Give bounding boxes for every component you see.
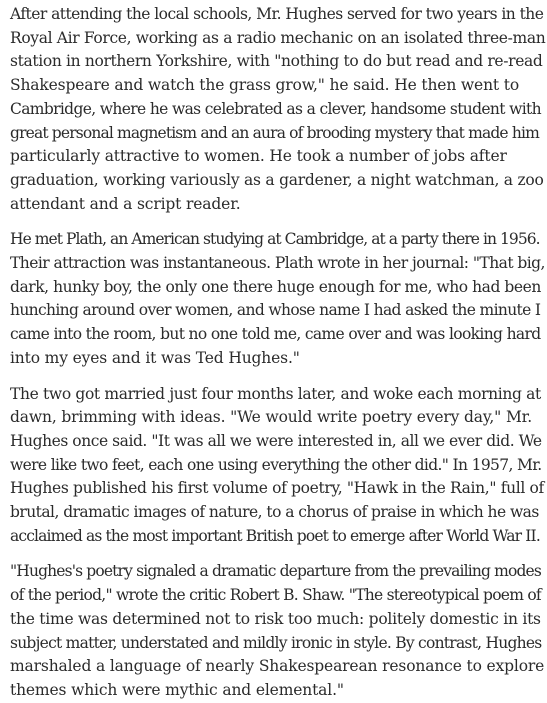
paragraph-marriage xyxy=(10,383,545,549)
text-line: came into the room, but no one told me, came over and was looking hard xyxy=(10,325,541,344)
text-line: hunching around over women, and whose name I had asked the minute I xyxy=(10,301,541,320)
text-line: marshaled a language of nearly Shakespearean resonance to explore xyxy=(10,657,545,676)
text-line: graduation, working variously as a gardener, a night watchman, a zoo xyxy=(10,170,544,189)
text-line: acclaimed as the most important British poet to emerge after World War II. xyxy=(10,526,540,545)
text-line: Cambridge, where he was celebrated as a clever, handsome student with xyxy=(10,99,541,118)
text-line: great personal magnetism and an aura of brooding mystery that made him xyxy=(10,123,539,142)
text-line: The two got married just four months later, and woke each morning at xyxy=(10,384,541,403)
text-line: He met Plath, an American studying at Cambridge, at a party there in 1956. xyxy=(10,230,540,249)
text-line: dawn, brimming with ideas. "We would write poetry every day," Mr. xyxy=(10,408,532,427)
text-line: dark, hunky boy, the only one there huge enough for me, who had been xyxy=(10,277,541,296)
text-line: Hughes once said. "It was all we were interested in, all we ever did. We xyxy=(10,431,542,450)
paragraph-hughes-early-life xyxy=(10,3,545,216)
text-line: brutal, dramatic images of nature, to a chorus of praise in which he was xyxy=(10,503,539,522)
text-line: subject matter, understated and mildly ironic in style. By contrast, Hughes xyxy=(10,633,542,652)
text-line: Royal Air Force, working as a radio mechanic on an isolated three-man xyxy=(10,28,546,47)
text-line: were like two feet, each one using everything the other did." In 1957, Mr. xyxy=(10,455,542,474)
text-line: into my eyes and it was Ted Hughes." xyxy=(10,348,300,367)
text-line: station in northern Yorkshire, with "nothing to do but read and re-read xyxy=(10,52,543,71)
text-line: attendant and a script reader. xyxy=(10,194,241,213)
text-line: Shakespeare and watch the grass grow," he said. He then went to xyxy=(10,76,520,95)
paragraph-spacer xyxy=(10,216,545,228)
text-line: After attending the local schools, Mr. Hughes served for two years in the xyxy=(10,5,544,23)
text-line: Hughes published his first volume of poetry, "Hawk in the Rain," full of xyxy=(10,479,544,498)
paragraph-spacer xyxy=(10,548,545,560)
text-line: Their attraction was instantaneous. Plath wrote in her journal: "That big, xyxy=(10,254,545,273)
paragraph-critic-quote xyxy=(10,560,545,702)
text-line: of the period," wrote the critic Robert B. Shaw. "The stereotypical poem of xyxy=(10,586,541,605)
paragraph-spacer xyxy=(10,371,545,383)
text-line: particularly attractive to women. He took a number of jobs after xyxy=(10,147,507,166)
paragraph-meeting-plath xyxy=(10,228,545,370)
text-line: the time was determined not to risk too much: politely domestic in its xyxy=(10,609,541,628)
text-line: "Hughes's poetry signaled a dramatic departure from the prevailing modes xyxy=(10,562,541,581)
text-line: themes which were mythic and elemental." xyxy=(10,680,344,699)
